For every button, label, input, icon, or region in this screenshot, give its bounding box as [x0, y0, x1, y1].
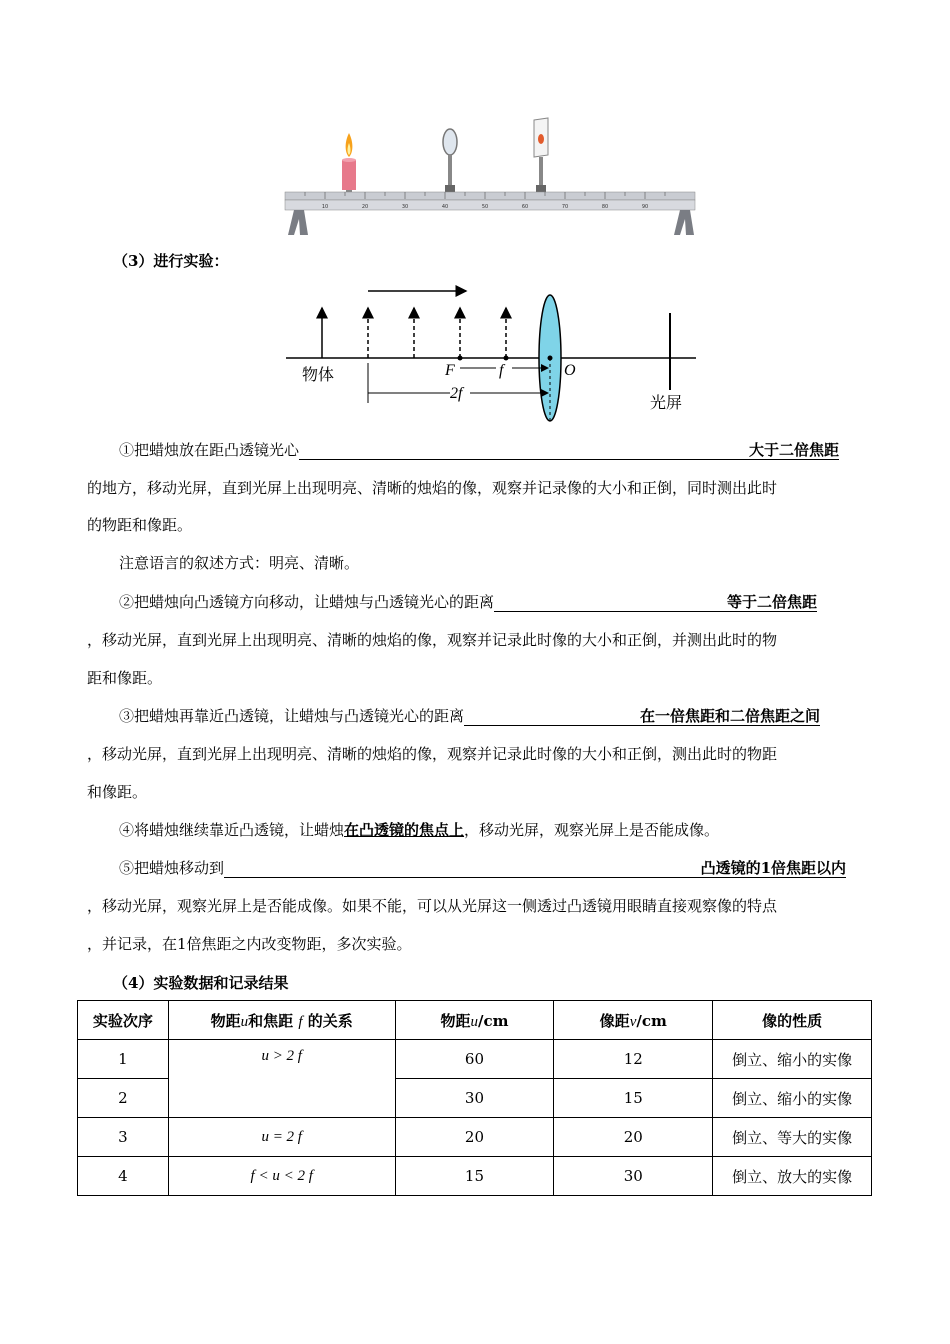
header-order: 实验次序	[78, 1001, 169, 1040]
header-image-nature: 像的性质	[713, 1001, 872, 1040]
table-row: 3 u = 2 f 20 20 倒立、等大的实像	[78, 1118, 872, 1157]
step-1-line-3: 的物距和像距。	[87, 516, 193, 534]
step-4-line	[87, 820, 909, 840]
section-4-heading: （4）实验数据和记录结果	[113, 974, 289, 992]
step-3-line-2: ，移动光屏，直到光屏上出现明亮、清晰的烛焰的像，观察并记录此时像的大小和正倒，测出此时的物距	[87, 745, 778, 763]
optical-bench-illustration	[280, 115, 700, 240]
step-3-line-1	[87, 706, 877, 726]
step-2-line-2: ，移动光屏，直到光屏上出现明亮、清晰的烛焰的像，观察并记录此时像的大小和正倒，并测出此时的物	[87, 631, 778, 649]
ruler-tick-label: 60	[521, 204, 529, 210]
relation-cell: f < u < 2 f	[168, 1157, 395, 1196]
table-header-row	[78, 1001, 872, 1040]
step-4-answer: 在凸透镜的焦点上	[344, 821, 465, 839]
step-3-line-3: 和像距。	[87, 783, 148, 801]
ruler-tick-label: 30	[401, 204, 409, 210]
center-label: O	[564, 362, 576, 379]
table-row: 4 f < u < 2 f 15 30 倒立、放大的实像	[78, 1157, 872, 1196]
candle-icon	[342, 133, 356, 195]
convex-lens-diagram	[280, 278, 700, 428]
focus-label: F	[445, 362, 455, 379]
ruler-tick-label: 80	[601, 204, 609, 210]
ruler-tick-label: 20	[361, 204, 369, 210]
section-3-heading: （3）进行实验：	[113, 252, 229, 270]
step-5-line-3: ，并记录，在1倍焦距之内改变物距，多次实验。	[87, 935, 412, 953]
step-2-line-3: 距和像距。	[87, 669, 163, 687]
ruler-tick-label: 40	[441, 204, 449, 210]
step-5-prefix: ⑤把蜡烛移动到	[119, 859, 225, 877]
step-1-answer: 大于二倍焦距	[299, 441, 839, 460]
step-1-line-2: 的地方，移动光屏，直到光屏上出现明亮、清晰的烛焰的像，观察并记录像的大小和正倒，同时测出此时	[87, 479, 778, 497]
screen-label: 光屏	[650, 393, 683, 412]
step-2-answer: 等于二倍焦距	[494, 593, 817, 612]
step-2-line-1	[87, 592, 877, 612]
table-row: 2 30 15 倒立、缩小的实像	[78, 1079, 872, 1118]
step-5-line-2: ，移动光屏，观察光屏上是否能成像。如果不能，可以从光屏这一侧透过凸透镜用眼睛直接观察像的特点	[87, 897, 778, 915]
note-text: 注意语言的叙述方式：明亮、清晰。	[119, 554, 360, 572]
results-table	[77, 1000, 872, 1196]
step-1-prefix: ①把蜡烛放在距凸透镜光心	[119, 441, 300, 459]
screen-holder-icon	[534, 118, 548, 194]
ruler-tick-label: 90	[641, 204, 649, 210]
header-relation: 物距u和焦距 f 的关系	[168, 1001, 395, 1040]
step-2-prefix: ②把蜡烛向凸透镜方向移动，让蜡烛与凸透镜光心的距离	[119, 593, 495, 611]
relation-cell: u > 2 f	[168, 1040, 395, 1118]
step-5-answer: 凸透镜的1倍焦距以内	[224, 859, 846, 878]
step-3-prefix: ③把蜡烛再靠近凸透镜，让蜡烛与凸透镜光心的距离	[119, 707, 465, 725]
step-4-suffix: ，移动光屏，观察光屏上是否能成像。	[464, 821, 720, 839]
header-object-distance: 物距u/cm	[395, 1001, 554, 1040]
step-5-line-1	[87, 858, 877, 878]
f-label: f	[499, 362, 504, 379]
ruler-tick-label: 50	[481, 204, 489, 210]
table-row: 1 u > 2 f 60 12 倒立、缩小的实像	[78, 1040, 872, 1079]
header-image-distance: 像距v/cm	[554, 1001, 713, 1040]
step-4-prefix: ④将蜡烛继续靠近凸透镜，让蜡烛	[119, 821, 345, 839]
step-1-line-1	[87, 440, 877, 460]
object-label: 物体	[302, 365, 335, 384]
two-f-label: 2f	[450, 385, 463, 402]
optical-bench-rail	[285, 192, 695, 235]
ruler-tick-label: 70	[561, 204, 569, 210]
step-3-answer: 在一倍焦距和二倍焦距之间	[464, 707, 820, 726]
lens-holder-icon	[443, 129, 457, 194]
relation-cell: u = 2 f	[168, 1118, 395, 1157]
ruler-tick-label: 10	[321, 204, 329, 210]
